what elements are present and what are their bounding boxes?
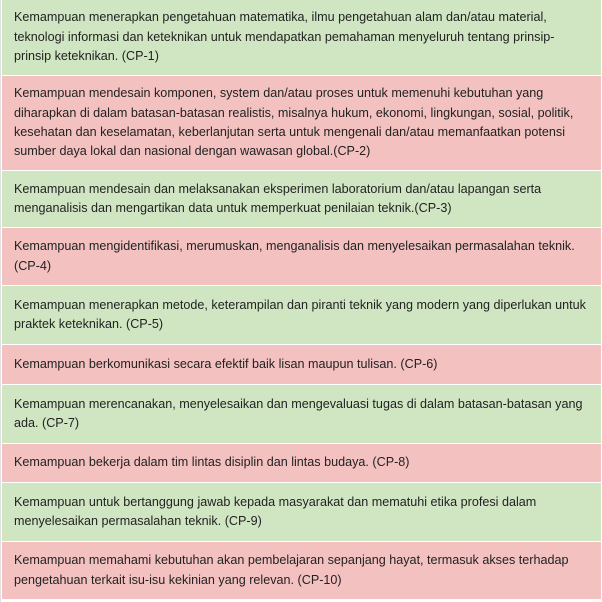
outcome-text: Kemampuan merencanakan, menyelesaikan dan mengevaluasi tugas di dalam batasan-batasan yang ada. (CP-7) <box>14 396 583 430</box>
outcome-row-cp-2 <box>2 76 601 171</box>
outcome-text: Kemampuan menerapkan pengetahuan matematika, ilmu pengetahuan alam dan/atau material, teknologi informasi dan keteknikan untuk mendapatkan pemahaman menyeluruh tentang prinsip-prinsip keteknikan. (CP-1) <box>14 10 555 64</box>
outcome-text: Kemampuan mengidentifikasi, merumuskan, menganalisis dan menyelesaikan permasalahan teknik. (CP-4) <box>14 239 575 273</box>
outcome-row-cp-8 <box>2 444 601 483</box>
outcome-text: Kemampuan mendesain komponen, system dan/atau proses untuk memenuhi kebutuhan yang diharapkan di dalam batasan-batasan realistis, misalnya hukum, ekonomi, lingkungan, sosial, politik, kesehatan dan keselamatan, keberlanjutan serta untuk mengenali dan/atau memanfaatkan potensi sumber daya lokal dan nasional dengan wawasan global.(CP-2) <box>14 86 574 159</box>
outcome-row-cp-4 <box>2 228 601 286</box>
outcome-row-cp-7 <box>2 385 601 444</box>
outcome-row-cp-6 <box>2 345 601 385</box>
outcome-row-cp-1 <box>2 0 601 76</box>
outcome-text: Kemampuan berkomunikasi secara efektif baik lisan maupun tulisan. (CP-6) <box>14 356 438 371</box>
outcome-row-cp-3 <box>2 171 601 228</box>
outcome-row-cp-10 <box>2 542 601 600</box>
outcome-text: Kemampuan bekerja dalam tim lintas disiplin dan lintas budaya. (CP-8) <box>14 455 410 470</box>
outcome-row-cp-5 <box>2 286 601 345</box>
outcome-text: Kemampuan menerapkan metode, keterampilan dan piranti teknik yang modern yang diperlukan untuk praktek keteknikan. (CP-5) <box>14 297 586 331</box>
outcome-text: Kemampuan untuk bertanggung jawab kepada masyarakat dan mematuhi etika profesi dalam menyelesaikan permasalahan teknik. (CP-9) <box>14 494 537 528</box>
outcome-text: Kemampuan mendesain dan melaksanakan eksperimen laboratorium dan/atau lapangan serta menganalisis dan mengartikan data untuk memperkuat penilaian teknik.(CP-3) <box>14 181 542 215</box>
outcome-row-cp-9 <box>2 483 601 542</box>
outcome-text: Kemampuan memahami kebutuhan akan pembelajaran sepanjang hayat, termasuk akses terhadap pengetahuan terkait isu-isu kekinian yang relevan. (CP-10) <box>14 553 569 587</box>
